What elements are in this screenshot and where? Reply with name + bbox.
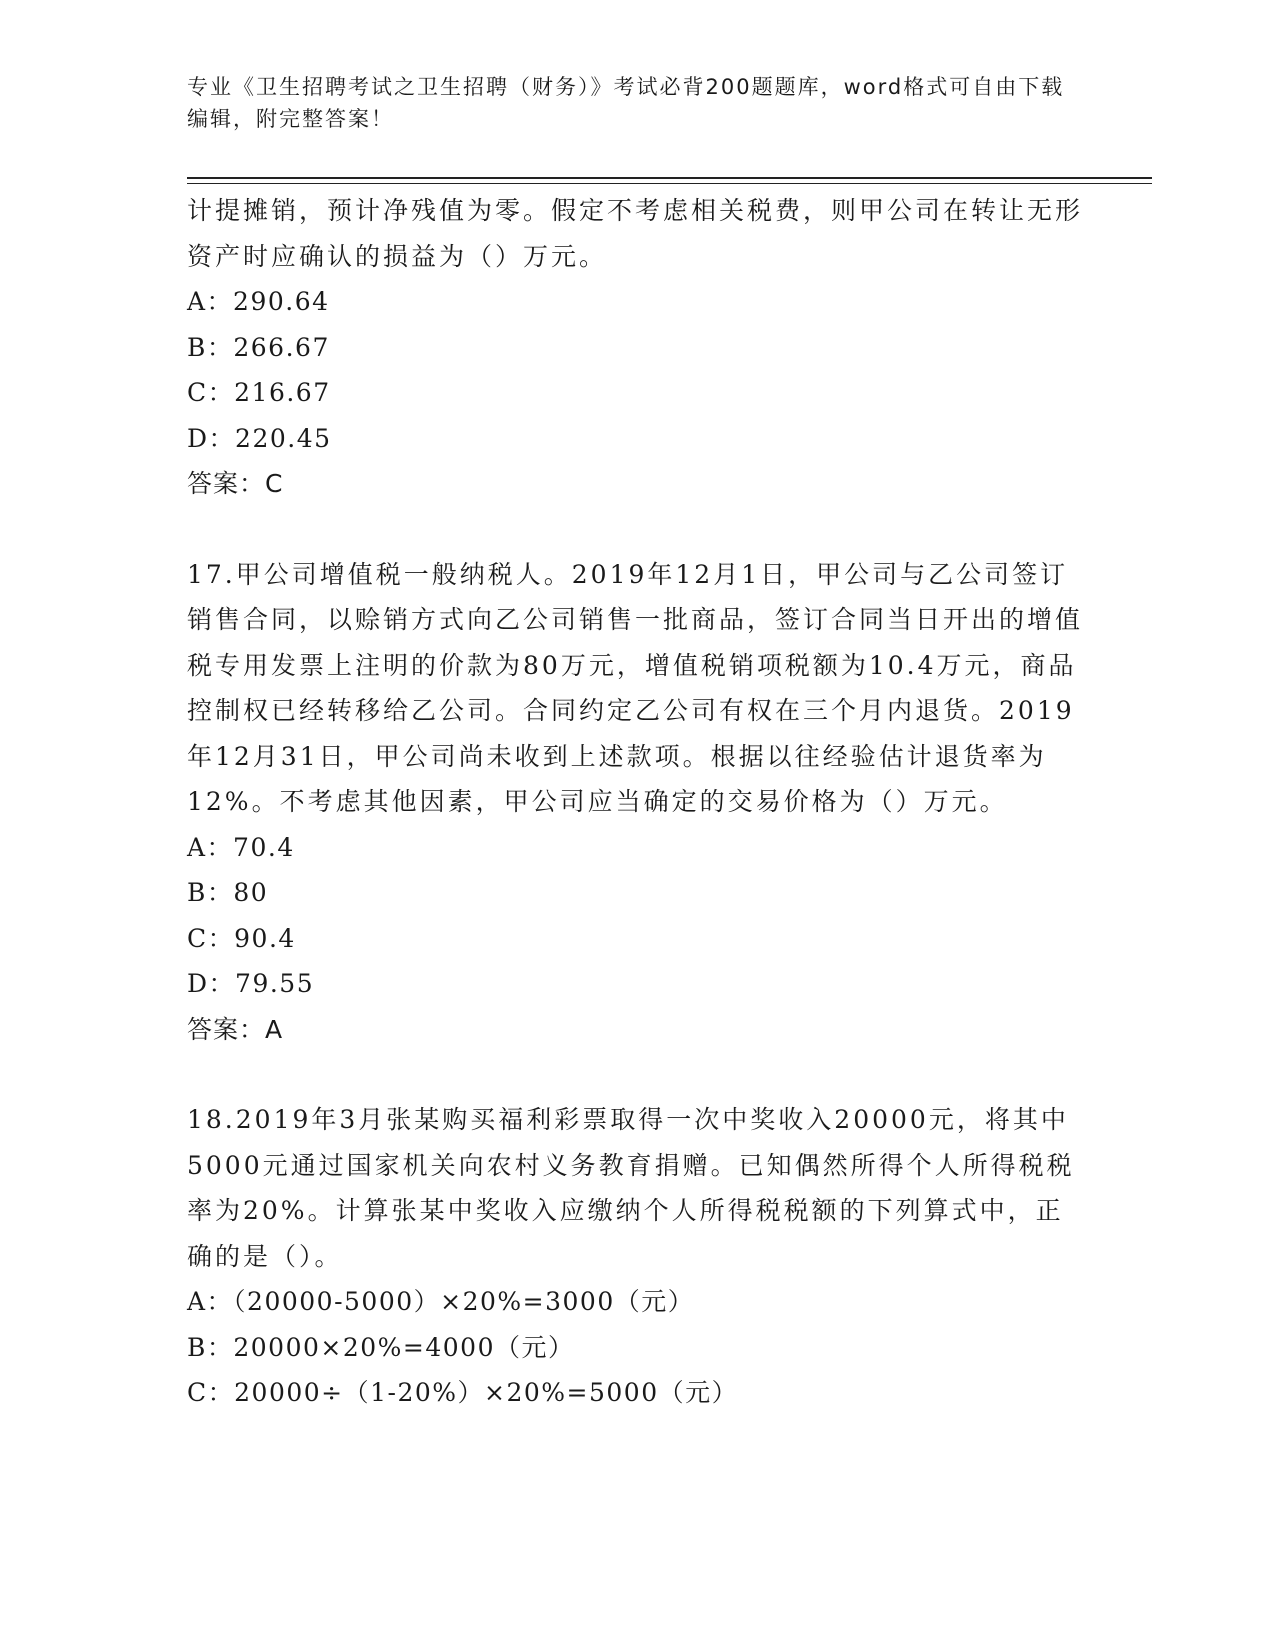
question-18 [187,1097,1087,1416]
option-c: C：216.67 [187,378,331,407]
header-rule-thin [187,183,1152,184]
answer: 答案：A [187,1014,284,1044]
option-c: C：20000÷（1-20%）×20%=5000（元） [187,1378,739,1407]
question-17 [187,552,1087,1053]
question-text: 17.甲公司增值税一般纳税人。2019年12月1日，甲公司与乙公司签订销售合同，以赊销方式向乙公司销售一批商品，签订合同当日开出的增值税专用发票上注明的价款为80万元，增值税销项税额为10.4万元，商品控制权已经转移给乙公司。合同约定乙公司有权在三个月内退货。2019年12月31日，甲公司尚未收到上述款项。根据以往经验估计退货率为12%。不考虑其他因素，甲公司应当确定的交易价格为（）万元。 [187,559,1084,816]
option-b: B：266.67 [187,332,330,362]
document-header: 专业《卫生招聘考试之卫生招聘（财务）》考试必背200题题库，word格式可自由下载编辑，附完整答案！ [187,75,1065,131]
option-a: A：290.64 [187,287,330,316]
option-b: B：80 [187,878,269,907]
header-rule [187,177,1152,179]
option-c: C：90.4 [187,923,296,953]
answer: 答案：C [187,469,284,498]
option-a: A：（20000-5000）×20%=3000（元） [187,1287,695,1316]
question-text: 18.2019年3月张某购买福利彩票取得一次中奖收入20000元，将其中5000元通过国家机关向农村义务教育捐赠。已知偶然所得个人所得税税率为20%。计算张某中奖收入应缴纳个人所得税税额的下列算式中，正确的是（）。 [187,1105,1075,1271]
option-d: D：220.45 [187,423,332,453]
question-text: 计提摊销，预计净残值为零。假定不考虑相关税费，则甲公司在转让无形资产时应确认的损益为（）万元。 [187,196,1084,271]
option-b: B：20000×20%=4000（元） [187,1332,575,1362]
question-16 [187,188,1087,507]
document-body [187,188,1087,1416]
option-d: D：79.55 [187,969,315,998]
option-a: A：70.4 [187,832,295,862]
